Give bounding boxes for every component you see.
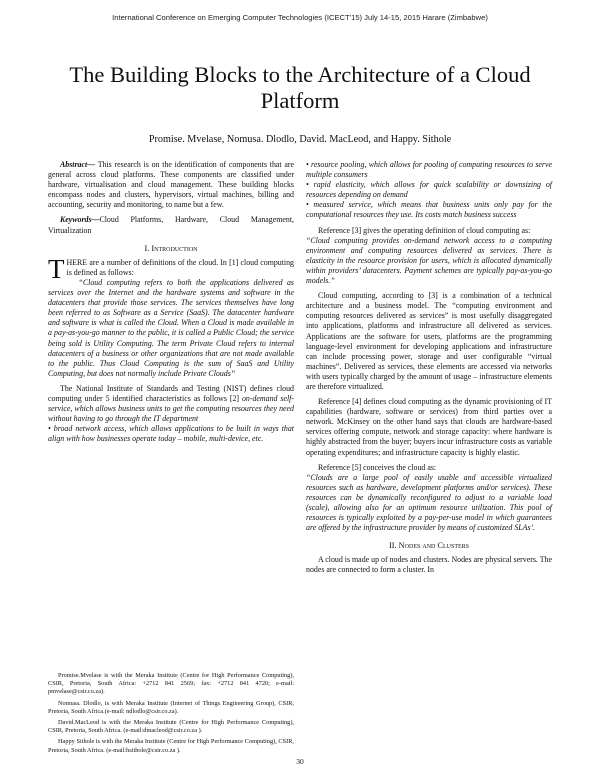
page-number: 30 <box>296 757 304 766</box>
nist-paragraph <box>48 384 294 424</box>
footnote-dlodlo: Nomusa. Dlodlo, is with Meraka Institute (Internet of Things Engineering Group), CSIR, Pretoria, South Africa.(e-mail: ndlodlo@csir.co.za). <box>48 699 294 715</box>
footnote-macleod: David.MacLeod is with the Meraka Institute (Centre for High Performance Computing), CSIR, Pretoria, South Africa. (e-mail:dmacleod@csir.co.za ). <box>48 719 294 735</box>
keywords-label: Keywords— <box>60 215 100 225</box>
conference-header: International Conference on Emerging Computer Technologies (ICECT'15) July 14-15, 2015 Harare (Zimbabwe) <box>112 13 488 22</box>
section-heading-nodes-clusters: II. Nodes and Clusters <box>388 541 470 551</box>
author-footnotes <box>48 672 294 758</box>
quote-definition-3: “Clouds are a large pool of easily usable and accessible virtualized resources such as hardware, development platforms and/or services). These resources can be dynamically reconfigured to adjust to a variable load (scale), allowing also for an optimum resource utilization. This pool of resources is typically exploited by a pay-per-use model in which guarantees are offered by the infrastructure provider by means of customized SLAs’. <box>306 472 552 533</box>
quote-definition-1: “Cloud computing refers to both the applications delivered as services over the Internet and the hardware systems and software in the datacenters that provide those services. The services themselves have long been referred to as Software as a Service (SaaS). The datacenter hardware and software is what is called the Cloud. When a Cloud is made available in a pay-as-you-go manner to the public, it is called a Public Cloud; the service being sold is Utility Computing. The term Private Cloud refers to internal datacenters of a business or other organizations that are not made available to the public. Thus Cloud Computing is the sum of SaaS and Utility Computing, but does not normally include Private Clouds” <box>48 277 294 378</box>
architecture-paragraph: Cloud computing, according to [3] is a combination of a technical architecture and a business model. The “computing environment and computing resources delivered as services” is most usefully disaggregated into applications, platforms and infrastructure all delivered as services. Applications are the software for users, platforms are the programming language-level environment for developing applications and infrastructure can include processing power, storage and user configurable “virtual machines”. Delivered as services, these elements are accessed via networks with users typically charged by the amount of usage – infrastructure elements are therefore virtualized. <box>306 291 552 391</box>
left-column <box>48 160 294 444</box>
intro-text: HERE are a number of definitions of the cloud. In [1] cloud computing is defined as follows: <box>66 257 294 277</box>
bullet-broad-network-access: • broad network access, which allows applications to be built in ways that align with how businesses operate today – mobile, multi-device, etc. <box>48 424 294 444</box>
intro-paragraph <box>48 253 294 284</box>
right-column <box>306 160 552 576</box>
nodes-paragraph: A cloud is made up of nodes and clusters. Nodes are physical servers. The nodes are connected to form a cluster. In <box>306 555 552 575</box>
section-heading-introduction: I. Introduction <box>144 243 198 253</box>
reference-4-paragraph: Reference [4] defines cloud computing as the dynamic provisioning of IT capabilities (hardware, software or services) from third parties over a network. McKinsey on the other hand says that clouds are hardware-based services offering compute, network and storage capacity: where hardware is highly abstracted from the buyer; buyers incur infrastructure costs as variable operating expenditures; and infrastructure capacity is highly elastic. <box>306 397 552 457</box>
bullet-measured-service: • measured service, which means that business units only pay for the computational resources they use. Its costs match business success <box>306 200 552 220</box>
nist-on-demand: on-demand self-service, which allows business units to get the computing resources they need without having to go through the IT department <box>48 393 294 424</box>
author-list: Promise. Mvelase, Nomusa. Dlodlo, David. MacLeod, and Happy. Sithole <box>148 134 452 145</box>
bullet-resource-pooling: • resource pooling, which allows for pooling of computing resources to serve multiple consumers <box>306 160 552 180</box>
keywords <box>48 215 294 235</box>
nist-text: The National Institute of Standards and Testing (NIST) defines cloud computing under 5 identified characteristics as follows [2] <box>48 383 294 403</box>
reference-3-paragraph: Reference [3] gives the operating definition of cloud computing as: <box>318 225 531 235</box>
footnote-mvelase: Promise.Mvelase is with the Meraka Institute (Centre for High Performance Computing), CSIR, Pretoria, South Africa: +2712 841 2569; fax: +2712 841 4720; e-mail: pmvelase@csir.co.za). <box>48 672 294 696</box>
keywords-text: Cloud Platforms, Hardware, Cloud Management, Virtualization <box>48 215 294 235</box>
paper-title: The Building Blocks to the Architecture of a Cloud Platform <box>69 62 531 113</box>
abstract-text: This research is on the identification of components that are general across cloud platforms. These components are classified under hardware, virtualisation and cloud management. These building blocks encompass nodes and clusters, hypervisors, virtual machines, billing and accounting, security and monitoring, to name but a few. <box>48 160 294 210</box>
abstract-label: Abstract— <box>60 160 96 169</box>
abstract <box>48 160 294 210</box>
drop-cap: T <box>48 253 65 284</box>
reference-5-paragraph: Reference [5] conceives the cloud as: <box>318 462 437 472</box>
quote-definition-2: “Cloud computing provides on-demand network access to a computing environment and computing resources delivered as services. There is elasticity in the resource provision for users, which is allocated dynamically within providers’ datacenters. Payment schemes are typically pay-as-you-go models.” <box>306 235 552 286</box>
footnote-sithole: Happy Sithole is with the Meraka Institute (Centre for High Performance Computing), CSIR, Pretoria, South Africa. (e-mail:hsithole@csir.co.za ). <box>48 738 294 754</box>
bullet-rapid-elasticity: • rapid elasticity, which allows for quick scalability or downsizing of resources depending on demand <box>306 180 552 200</box>
